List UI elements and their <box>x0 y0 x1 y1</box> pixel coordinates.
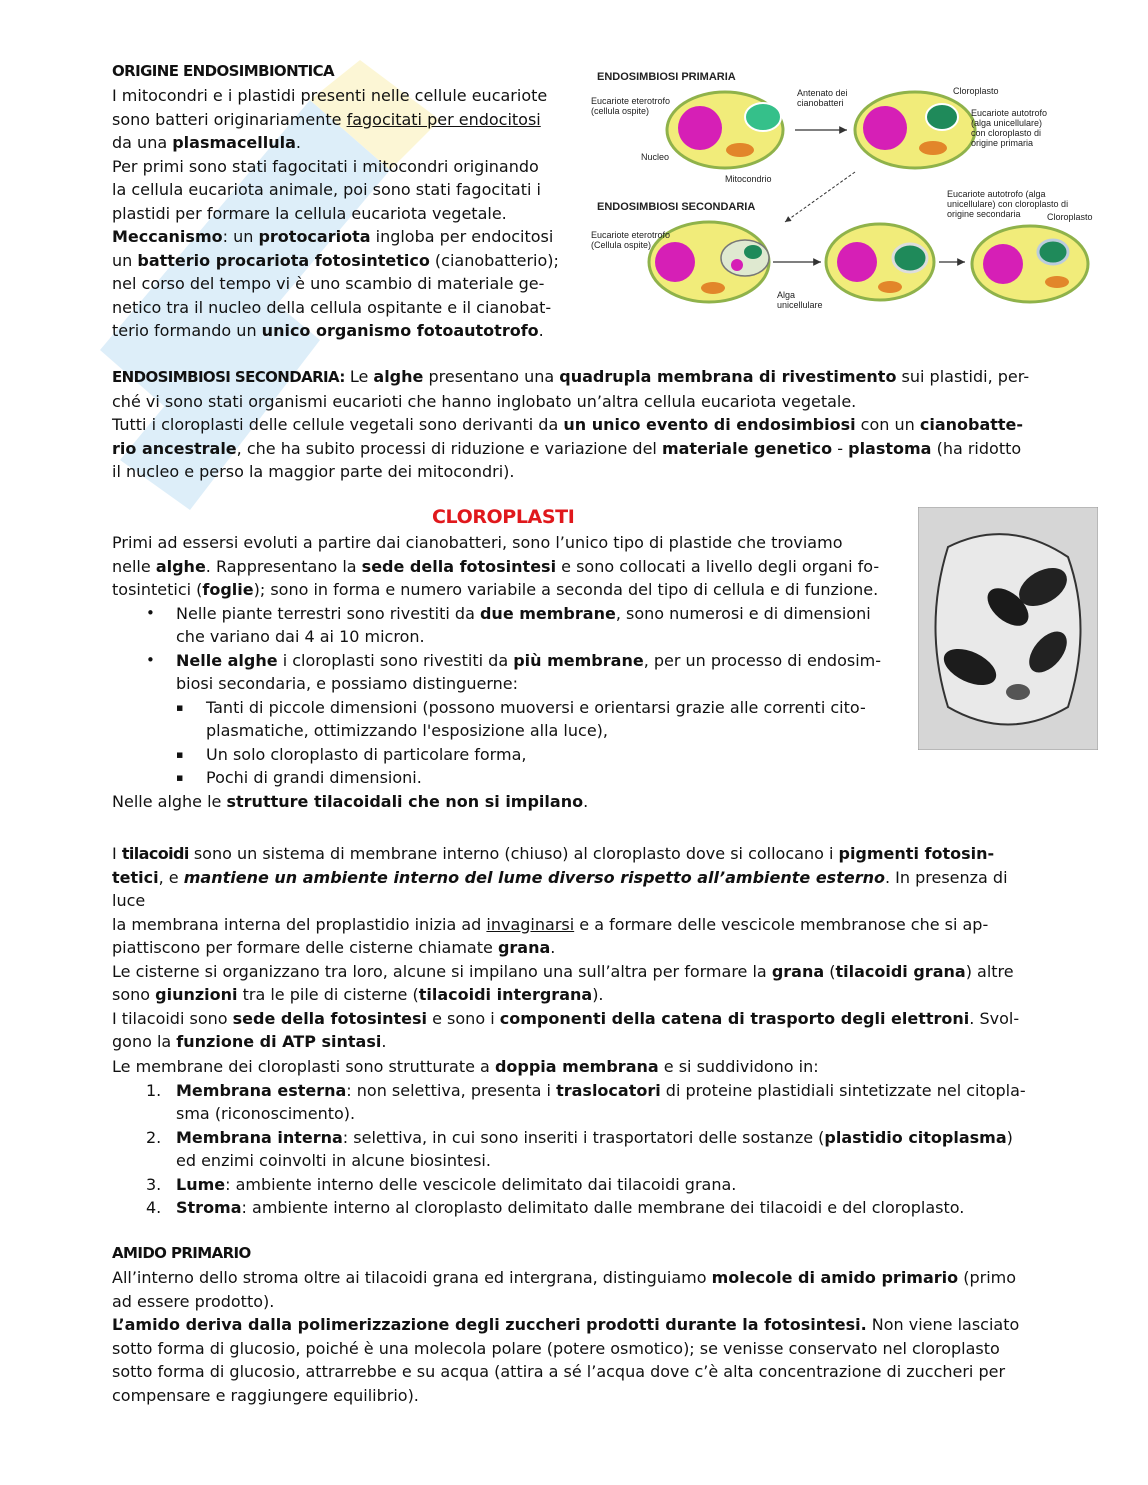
sub-item: ▪ Pochi di grandi dimensioni. <box>206 766 912 790</box>
s4-line-2: tetici, e mantiene un ambiente interno del lume diverso rispetto all’ambiente esterno. In presenza di luce <box>112 867 1008 910</box>
label-alga-a: Alga <box>777 290 796 300</box>
nucleus-1 <box>678 106 722 150</box>
s4-line-1: I tilacoidi sono un sistema di membrane interno (chiuso) al cloroplasto dove si collocano i pigmenti fotosin- <box>112 844 995 863</box>
s1-line-3: da una plasmacellula. <box>112 133 302 152</box>
membrane-list <box>112 1079 1042 1220</box>
chloroplast-1 <box>926 104 958 130</box>
s1-line-8: un batterio procariota fotosintetico (cianobatterio); <box>112 250 559 270</box>
cyanobacterium <box>745 103 781 131</box>
s4-line-8: gono la funzione di ATP sintasi. <box>112 1032 387 1051</box>
label-autotroph-1a: Eucariote autotrofo <box>971 108 1048 118</box>
sub-item: ▪ Tanti di piccole dimensioni (possono muoversi e orientarsi grazie alle correnti cito- plasmatiche, ottimizzando l'esposizione alla luce), <box>206 696 912 743</box>
label-autotroph-2a: Eucariote autotrofo (alga <box>947 189 1046 199</box>
s2-line-3: Tutti i cloroplasti delle cellule vegetali sono derivanti da un unico evento di endosimbiosi con un cianobatte- <box>112 415 1024 434</box>
label-autotroph-2c: origine secondaria <box>947 209 1021 219</box>
heading-cloroplasti: CLOROPLASTI <box>432 506 575 528</box>
bullet-item: • Nelle piante terrestri sono rivestiti da due membrane, sono numerosi e di dimensioni che variano dai 4 ai 10 micron. <box>176 602 912 649</box>
diagram-primary-title: ENDOSIMBIOSI PRIMARIA <box>597 71 736 83</box>
s1-line-1: I mitocondri e i plastidi presenti nelle cellule eucariote <box>112 86 548 105</box>
membrane-item: 3. Lume: ambiente interno delle vescicole delimitato dai tilacoidi grana. <box>146 1174 737 1194</box>
s3-p1-line-1: Primi ad essersi evoluti a partire dai cianobatteri, sono l’unico tipo di plastide che troviamo <box>112 533 843 552</box>
sub-item: ▪ Un solo cloroplasto di particolare forma, <box>206 743 912 767</box>
section1-text <box>112 84 572 343</box>
s6-line-4: sotto forma di glucosio, poiché è una molecola polare (potere osmotico); se venisse conservato nel cloroplasto <box>112 1338 1000 1358</box>
label-chloroplast-1: Cloroplasto <box>953 86 999 96</box>
diagram-secondary-title: ENDOSIMBIOSI SECONDARIA <box>597 201 756 213</box>
label-host-1a: Eucariote eterotrofo <box>591 96 671 106</box>
s4-line-4: piattiscono per formare delle cisterne chiamate grana. <box>112 938 556 957</box>
s6-line-2: ad essere prodotto). <box>112 1291 275 1311</box>
s6-line-6: compensare e raggiungere equilibrio). <box>112 1385 419 1405</box>
label-autotroph-1b: (alga unicellulare) <box>971 118 1043 128</box>
s1-line-11: terio formando un unico organismo fotoautotrofo. <box>112 321 544 340</box>
label-nucleus: Nucleo <box>641 152 670 162</box>
membrane-item: 2. Membrana interna: selettiva, in cui sono inseriti i trasportatori delle sostanze (plastidio citoplasma) ed enzimi coinvolti in alcune biosintesi. <box>146 1127 1013 1170</box>
s1-line-5: la cellula eucariota animale, poi sono stati fagocitati i <box>112 180 541 199</box>
s4-line-6: sono giunzioni tra le pile di cisterne (tilacoidi intergrana). <box>112 985 604 1004</box>
s2-line-2: ché vi sono stati organismi eucarioti che hanno inglobato un’altra cellula eucariota vegetale. <box>112 391 857 411</box>
label-chloroplast-2: Cloroplasto <box>1047 212 1093 222</box>
s4-line-7: I tilacoidi sono sede della fotosintesi e sono i componenti della catena di trasporto degli elettroni. Svol- <box>112 1008 1020 1028</box>
label-alga-b: unicellulare <box>777 300 823 310</box>
sub-list <box>176 696 912 790</box>
section6-text <box>112 1266 1042 1407</box>
s3-last-line: Nelle alghe le strutture tilacoidali che non si impilano. <box>112 791 589 811</box>
section3-text <box>112 531 912 813</box>
mitochondrion-1 <box>726 143 754 157</box>
s1-line-2: sono batteri originariamente fagocitati per endocitosi <box>112 109 541 129</box>
section5-text <box>112 1055 1042 1220</box>
s6-line-3: L’amido deriva dalla polimerizzazione degli zuccheri prodotti durante la fotosintesi. Non viene lasciato <box>112 1315 1020 1334</box>
engulfed-alga <box>721 240 769 276</box>
chloroplast-2 <box>1038 240 1068 264</box>
s4-line-5: Le cisterne si organizzano tra loro, alcune si impilano una sull’altra per formare la grana (tilacoidi grana) altre <box>112 961 1014 981</box>
membrane-item: 4. Stroma: ambiente interno al cloroplasto delimitato dalle membrane dei tilacoidi e del cloroplasto. <box>146 1198 965 1217</box>
bullet-list <box>112 602 912 790</box>
s6-line-5: sotto forma di glucosio, attrarrebbe e su acqua (attira a sé l’acqua dove c’è alta concentrazione di zuccheri per <box>112 1362 1006 1381</box>
s2-line-1: ENDOSIMBIOSI SECONDARIA: Le alghe presentano una quadrupla membrana di rivestimento sui plastidi, per- <box>112 367 1030 386</box>
membrane-item: 1. Membrana esterna: non selettiva, presenta i traslocatori di proteine plastidiali sintetizzate nel citopla- sma (riconoscimento). <box>146 1080 1026 1123</box>
label-mitochondrion: Mitocondrio <box>725 174 772 184</box>
nucleus-3 <box>655 242 695 282</box>
section4-text <box>112 842 1042 1054</box>
label-autotroph-1c: con cloroplasto di <box>971 128 1042 138</box>
s3-p1-line-3: tosintetici (foglie); sono in forma e numero variabile a seconda del tipo di cellula e di funzione. <box>112 580 879 599</box>
label-autotroph-2b: unicellulare) con cloroplasto di <box>947 199 1069 209</box>
s2-line-4: rio ancestrale, che ha subito processi di riduzione e variazione del materiale genetico - plastoma (ha ridotto <box>112 438 1022 458</box>
s2-line-5: il nucleo e perso la maggior parte dei mitocondri). <box>112 462 515 481</box>
label-host-2a: Eucariote eterotrofo <box>591 230 671 240</box>
label-ancestor-a: Antenato dei <box>797 88 848 98</box>
s3-p1-line-2: nelle alghe. Rappresentano la sede della fotosintesi e sono collocati a livello degli organi fo- <box>112 556 880 576</box>
micrograph-chloroplasts <box>918 507 1098 750</box>
mitochondrion-2 <box>919 141 947 155</box>
heading-amido-primario: AMIDO PRIMARIO <box>112 1244 251 1262</box>
endosymbiosis-diagram <box>585 62 1105 317</box>
label-host-2b: (Cellula ospite) <box>591 240 652 250</box>
nucleus-2 <box>863 106 907 150</box>
section2-text <box>112 365 1042 484</box>
bullet-item: • Nelle alghe i cloroplasti sono rivestiti da più membrane, per un processo di endosim- biosi secondaria, e possiamo distinguerne: ▪ Tanti di piccole dimensioni (possono muoversi e orientarsi grazie alle correnti cito- plasmatiche, ottimizzando l'esposizione alla luce), ▪ Un solo cloroplasto di particolare forma, ▪ Pochi di grandi dimensioni. <box>176 649 912 790</box>
s1-line-7: Meccanismo: un protocariota ingloba per endocitosi <box>112 227 554 246</box>
s6-line-1: All’interno dello stroma oltre ai tilacoidi grana ed intergrana, distinguiamo molecole di amido primario (primo <box>112 1268 1017 1287</box>
label-autotroph-1d: origine primaria <box>971 138 1034 148</box>
label-host-1b: (cellula ospite) <box>591 106 650 116</box>
s4-line-3: la membrana interna del proplastidio inizia ad invaginarsi e a formare delle vescicole membranose che si ap- <box>112 914 989 934</box>
s1-line-6: plastidi per formare la cellula eucariota vegetale. <box>112 203 507 223</box>
s1-line-4: Per primi sono stati fagocitati i mitocondri originando <box>112 156 539 176</box>
heading-origine-endosimbiontica: ORIGINE ENDOSIMBIONTICA <box>112 62 335 80</box>
s1-line-9: nel corso del tempo vi è uno scambio di materiale ge- <box>112 274 545 293</box>
s1-line-10: netico tra il nucleo della cellula ospitante e il cianobat- <box>112 297 552 317</box>
label-ancestor-b: cianobatteri <box>797 98 844 108</box>
s5-intro: Le membrane dei cloroplasti sono strutturate a doppia membrana e si suddividono in: <box>112 1057 819 1076</box>
